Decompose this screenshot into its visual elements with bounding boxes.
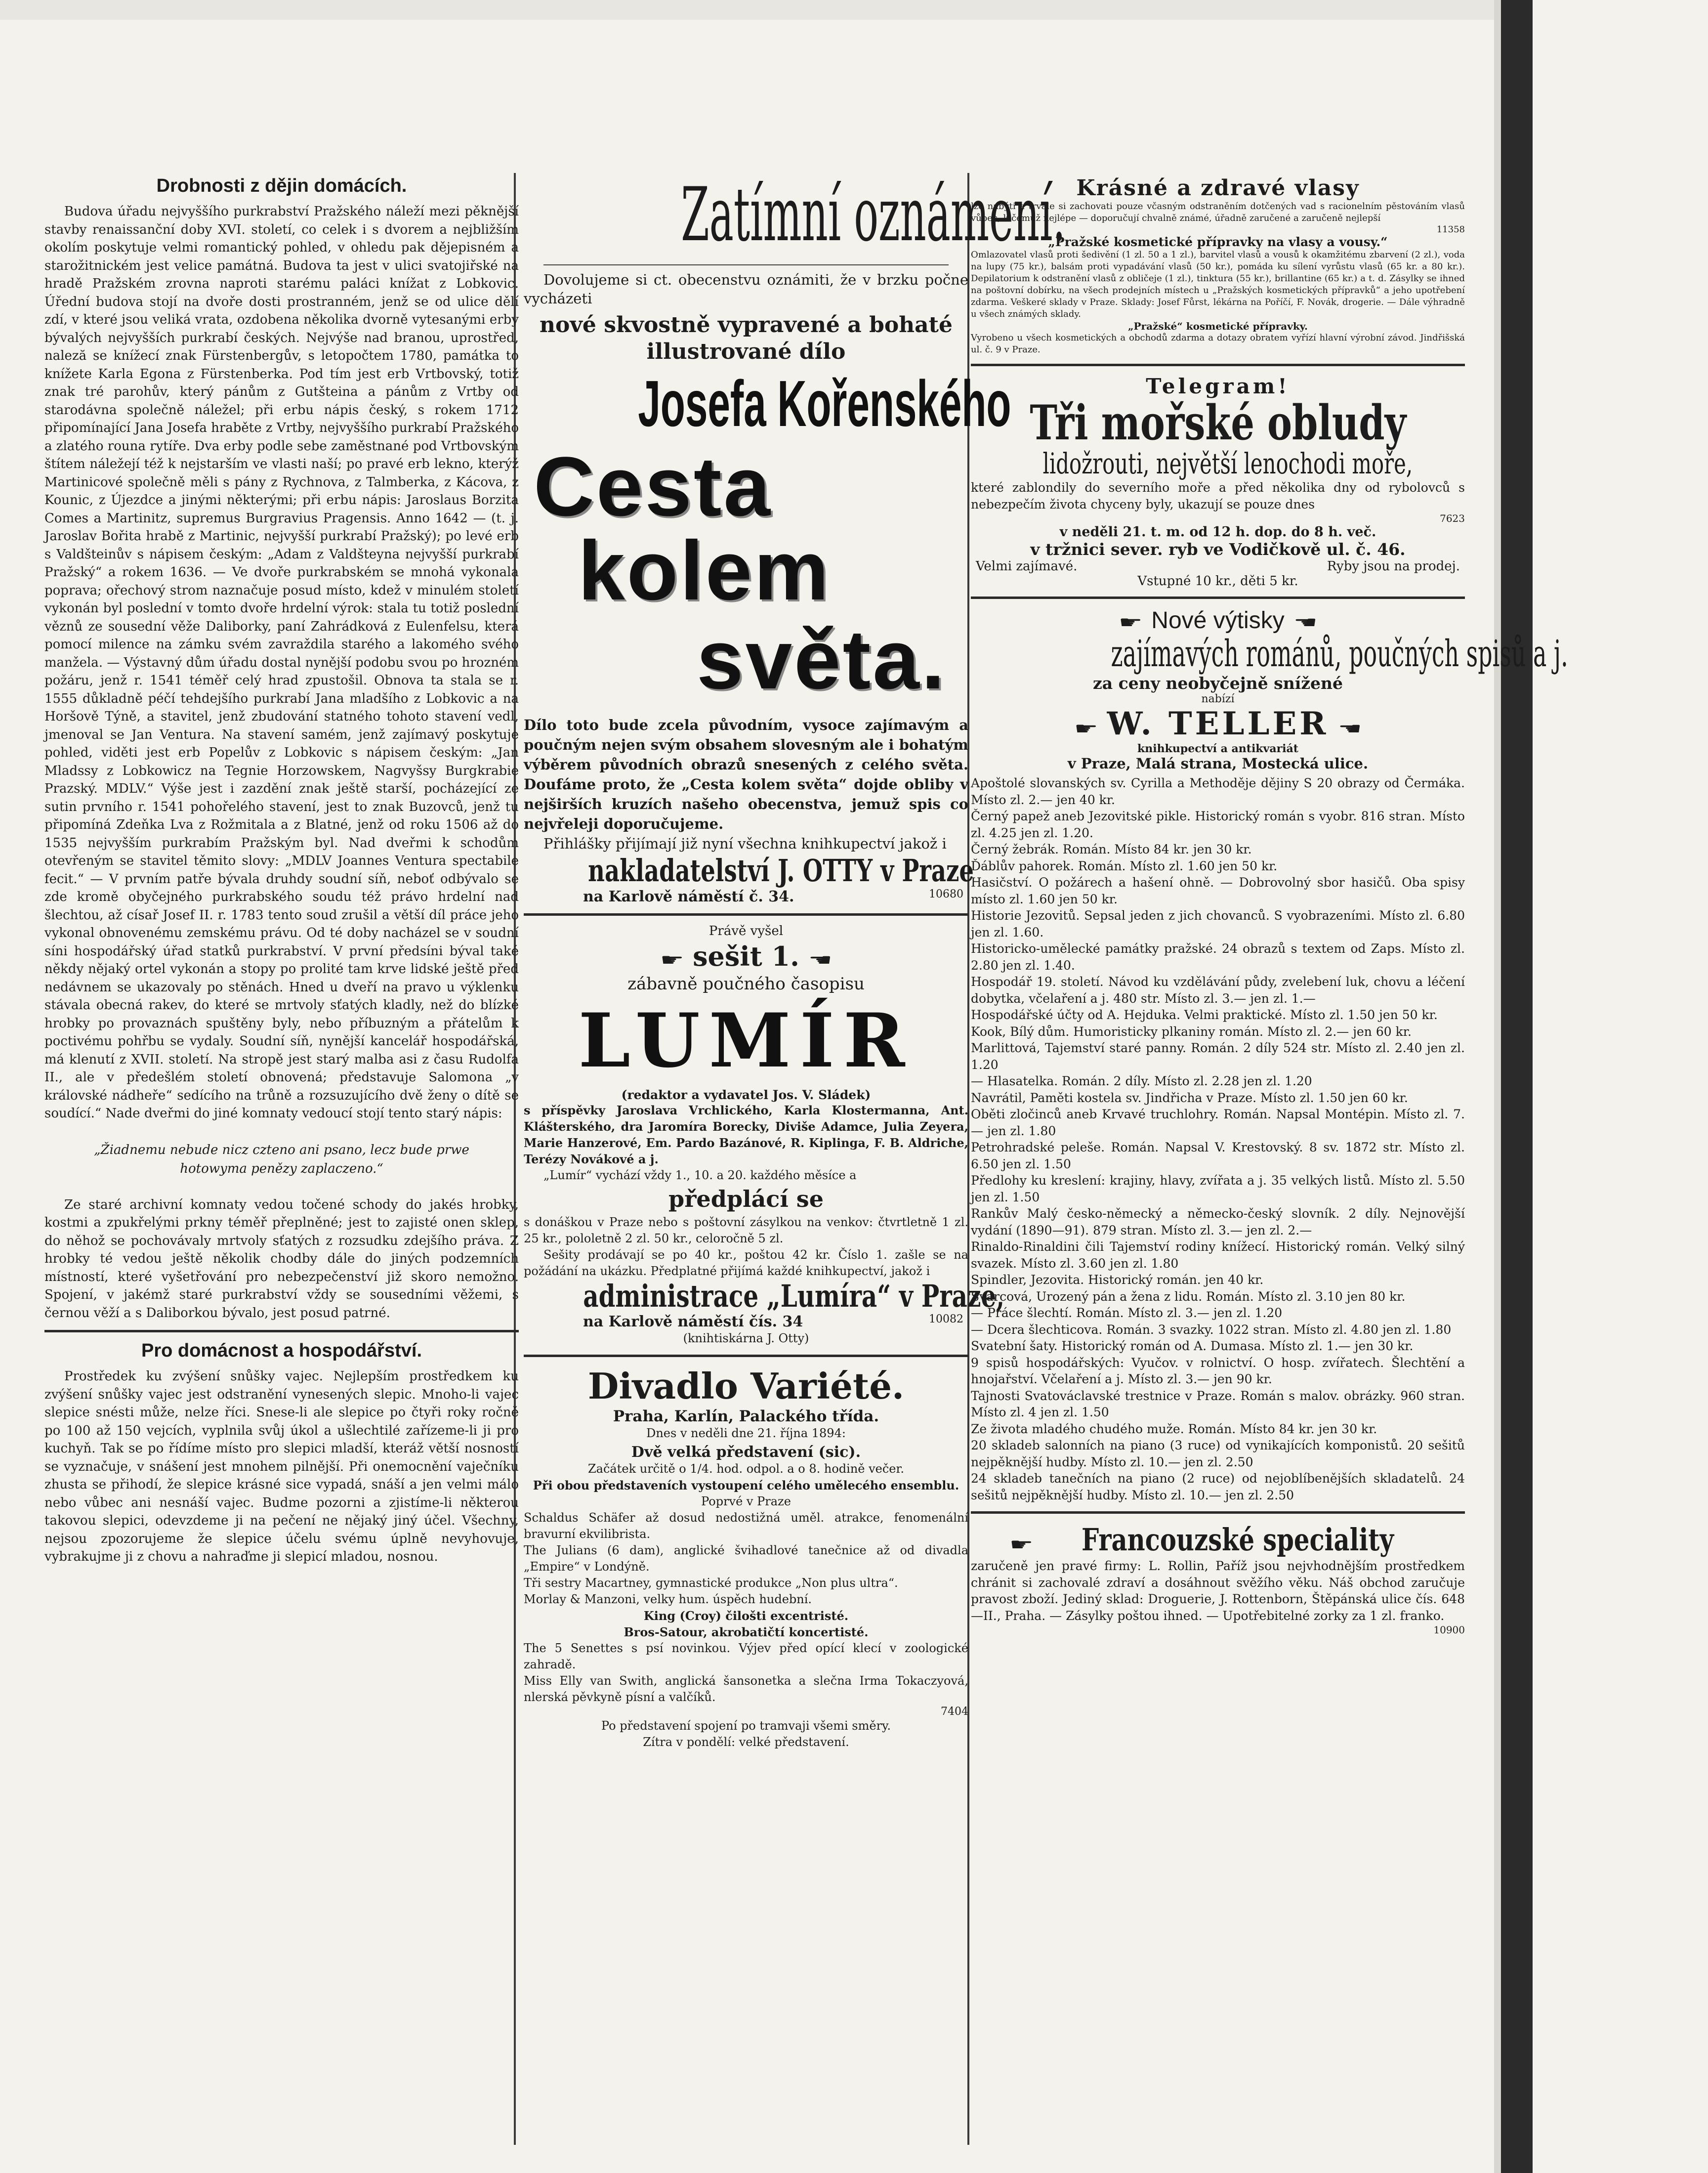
lidozrouti-wrap (971, 448, 1465, 479)
lumir-editor: (redaktor a vydavatel Jos. V. Sládek) (621, 1088, 871, 1102)
book-item: 20 skladeb salonních na piano (3 ruce) od vynikajících komponistů. 20 sešitů nejpěknější hudby. Místo zl. 10.— jen zl. 2.50 (971, 1438, 1465, 1469)
book-item: Ze života mladého chudého muže. Román. Místo 84 kr. jen 30 kr. (971, 1421, 1377, 1436)
book-item: — Dcera šlechticova. Román. 3 svazky. 1022 stran. Místo zl. 4.80 jen zl. 1.80 (971, 1322, 1452, 1337)
divadlo-item: Poprvé v Praze (701, 1494, 791, 1508)
publisher-address: na Karlově náměstí č. 34. (583, 888, 794, 905)
book-item: Apoštolé slovanských sv. Cyrilla a Methoděje dějiny S 20 obrazy od Čermáka. Místo zl. 2.— jen 40 kr. (971, 776, 1465, 807)
divadlo-item: Schaldus Schäfer až dosud nedostižná uměl. atrakce, fenomenální bravurní ekvilibrista. (524, 1511, 968, 1541)
article-paragraph: Ze staré archivní komnaty vedou točené schody do jakés hrobky, kostmi a zpukřelými prkny téměř přeplněné; jest to zajisté onen sklep, do něhož se pochovávaly mrtvoly sťatých z rozsudku zdejšího práva. Z hrobky té vedou ještě několik chodby dále do jiných podzemních místností, které vyšetřování pro nebezpečenství již skoro nemožno. Spojení, v jakémž staré purkrabství vždy se sousedními věžemi, s černou věží a s Daliborkou bývalo, jest posud patrné. (44, 1197, 519, 1321)
pointing-hand-icon: ☚ (1293, 613, 1318, 633)
divadlo-end2: Zítra v pondělí: velké představení. (643, 1735, 849, 1749)
teller-sub: knihkupectví a antikvariát (1137, 742, 1298, 755)
book-item: Předlohy ku kreslení: krajiny, hlavy, zvířata a j. 35 velkých listů. Místo zl. 5.50 jen zl. 1.50 (971, 1173, 1465, 1204)
morske-zajimave: Velmi zajímavé. (976, 559, 1078, 574)
book-item: — Hlasatelka. Román. 2 díly. Místo zl. 2.28 jen zl. 1.20 (971, 1074, 1312, 1088)
publisher-wrap (524, 852, 974, 889)
book-item: Rankův Malý česko-německý a německo-český slovník. 2 díly. Nejnovější vydání (1890—91). 879 stran. Místo zl. 3.— jen zl. 2.— (971, 1206, 1465, 1237)
teller-address: v Praze, Malá strana, Mostecká ulice. (1067, 755, 1369, 772)
book-item: Hospodářské účty od A. Hejduka. Velmi praktické. Místo zl. 1.50 jen 50 kr. (971, 1008, 1438, 1022)
author-wrap (524, 367, 1011, 440)
francouzske-speciality-title: Francouzské speciality (1081, 1522, 1394, 1558)
book-item: Černý papež aneb Jezovitské pikle. Historický román s vyobr. 816 stran. Místo zl. 4.25 jen zl. 1.20. (971, 809, 1465, 840)
big-word-sveta: světa. (697, 613, 947, 707)
book-item: — Práce šlechtí. Román. Místo zl. 3.— jen zl. 1.20 (971, 1306, 1283, 1320)
morske-info-row (971, 559, 1465, 574)
old-inscription-quote: „Žiadnemu nebude nicz czteno ani psano, lecz bude prwe hotowyma penězy zaplaczeno.“ (94, 1142, 469, 1176)
divadlo-item: Bros-Satour, akrobatičtí koncertisté. (624, 1625, 869, 1639)
lumir-sub: zábavně poučného časopisu (627, 974, 865, 994)
page-top-margin (0, 0, 1533, 20)
section-divider (971, 597, 1465, 599)
lumir-sesit: sešit 1. (693, 940, 799, 972)
big-word-cesta: Cesta (534, 440, 773, 534)
scan-border (1501, 0, 1533, 2173)
divadlo-item: The 5 Senettes s psí novinkou. Výjev před opící klecí v zoologické zahradě. (524, 1641, 968, 1671)
ad-number: 11358 (1436, 224, 1465, 235)
column-history (44, 175, 519, 2147)
divadlo-date: Dnes v neděli dne 21. října 1894: (646, 1426, 846, 1440)
divadlo-item: Miss Elly van Swith, anglická šansonetka a slečna Irma Tokaczyová, nlerská pěvkyně písní a valčíků. (524, 1674, 968, 1704)
section-divider (971, 364, 1465, 366)
divadlo-item: Začátek určitě o 1/4. hod. odpol. a o 8. hodině večer. (588, 1462, 904, 1476)
vlasy-title: Krásné a zdravé vlasy (1076, 175, 1360, 201)
zatimni-title-wrap (524, 172, 1066, 259)
section-divider (524, 913, 968, 916)
column-ads-right (971, 175, 1568, 2147)
book-item: Petrohradské peleše. Román. Napsal V. Krestovský. 8 sv. 1872 str. Místo zl. 6.50 jen zl. 1.50 (971, 1140, 1465, 1171)
divadlo-item: Při obou představeních vystoupení celého umělecého ensemblu. (533, 1478, 959, 1492)
big-word-kolem: kolem (578, 524, 831, 618)
pointing-hand-icon: ☛ (660, 950, 684, 970)
book-item: Ďáblův pahorek. Román. Místo zl. 1.60 jen 50 kr. (971, 858, 1278, 873)
publisher-address-row (524, 888, 968, 905)
divadlo-place: Praha, Karlín, Palackého třída. (613, 1407, 879, 1425)
divadlo-item: Tři sestry Macartney, gymnastické produkce „Non plus ultra“. (524, 1576, 898, 1590)
book-item: Rinaldo-Rinaldini čili Tajemství rodiny knížecí. Historický román. Velký silný svazek. Místo zl. 3.60 jen zl. 1.80 (971, 1239, 1465, 1271)
book-item: Svarcová, Urozený pán a žena z lidu. Román. Místo zl. 3.10 jen 80 kr. (971, 1289, 1406, 1304)
vytisky-row (971, 607, 1465, 634)
nabizi: nabízí (1201, 693, 1235, 705)
book-item: Kook, Bílý dům. Humoristicky plkaniny román. Místo zl. 2.— jen 60 kr. (971, 1024, 1412, 1039)
lumir-title: LUMÍR (578, 997, 914, 1084)
vlasy-end: Vyrobeno u všech kosmetických a obchodů zdarma a dotazy obratem vyřízí hlavní výrobní závod. Jindřišská ul. č. 9 v Praze. (971, 333, 1465, 355)
francouzske-row (971, 1522, 1465, 1558)
pointing-hand-icon: ☛ (1118, 613, 1143, 633)
morske-obludy-title: Tři mořské obludy (1030, 395, 1406, 451)
teller-name: W. TELLER (1107, 705, 1329, 742)
morske-time: v neděli 21. t. m. od 12 h. dop. do 8 h. več. (1059, 524, 1376, 540)
publisher-name: nakladatelství J. OTTY v Praze (588, 852, 974, 889)
pointing-hand-icon: ☛ (1074, 719, 1098, 739)
morske-place: v tržnici sever. ryb ve Vodičkově ul. č. 46. (1030, 540, 1406, 559)
cesta-subscribe: Přihlášky přijímají již nyní všechna knihkupectví jakož i (543, 835, 947, 852)
divadlo-item: King (Croy) čilošti excentristé. (643, 1609, 849, 1623)
book-item: 24 skladeb tanečních na piano (2 ruce) od nejoblíbenějších skladatelů. 24 sešitů nejpěknější hudby. Místo zl. 10.— jen zl. 2.50 (971, 1471, 1465, 1502)
divadlo-item: Dvě velká představení (sic). (631, 1444, 861, 1461)
pointing-hand-icon: ☚ (808, 950, 833, 970)
book-item: Tajnosti Svatováclavské trestnice v Praze. Román s malov. obrázky. 960 stran. Místo zl. 4 jen zl. 1.50 (971, 1388, 1465, 1419)
teller-row (971, 705, 1465, 742)
pointing-hand-icon: ☚ (1337, 719, 1362, 739)
book-item: 9 spisů hospodářských: Vyučov. v rolnictví. O hosp. zvířatech. Šlechtění a hnojařství. Včelaření a j. Místo zl. 3.— jen 90 kr. (971, 1355, 1465, 1386)
book-list (971, 775, 1465, 1503)
lumir-contributors: s příspěvky Jaroslava Vrchlického, Karla Klostermanna, Ant. Klášterského, dra Jaromíra Borecky, Diviše Adamce, Julia Zeyera, Marie Hanzerové, Em. Pardo Bazánové, R. Kiplinga, F. B. Aldriche, Terézy Novákové a j. (524, 1103, 968, 1166)
predplaci-se: předplácí se (668, 1186, 824, 1212)
lidozrouti-line: lidožrouti, největší lenochodi moře, (1042, 447, 1413, 480)
francouzske-text: zaručeně jen pravé firmy: L. Rollin, Paříž jsou nejvhodnějším prostředkem chránit si zachovalé zdraví a dosáhnout svěžího věku. Náš obchod zaručuje pravost zboží. Jediný sklad: Droguerie, J. Rottenborn, Štěpánská ulice čís. 648—II., Praha. — Zásylky poštou ihned. — Upotřebitelné zorky za 1 zl. franko. (971, 1559, 1465, 1623)
lumir-price2: Sešity prodávají se po 40 kr., poštou 42 kr. Číslo 1. zašle se na požádání na ukázku. Předplatné přijímá každé knihkupectví, jakož i (524, 1248, 968, 1278)
author-name: Josefa Kořenského (638, 367, 1011, 440)
cesta-description: Dílo toto bude zcela původním, vysoce zajímavým a poučným nejen svým obsahem slovesným ale i bohatým výběrem původních obrazů snesených z celého světa. Doufáme proto, že „Cesta kolem světa“ dojde obliby v nejširších kruzích našeho obecenstva, jemuž spis co nejvřeleji doporučujeme. (524, 717, 968, 832)
vlasy-product: „Pražské kosmetické přípravky na vlasy a vousy.“ (1048, 235, 1388, 249)
telegram-heading: Telegram! (1146, 374, 1290, 398)
article-paragraph: Prostředek ku zvýšení snůšky vajec. Nejlepším prostředkem ku zvýšení snůšky vajec jest odstranění vynesených slepic. Mnoho-li vajec slepice snésti může, nelze říci. Snese-li ale slepice po čtyři roky ročně po 100 až 150 vejcích, vyplnila svůj úkol a ušlechtilé zařízeme-li ji pro kuchyň. Tak se po řídíme místo pro slepici mladší, kteráž větší nosností se vyznačuje, v snášení jest mnohem pilnější. Při onemocnění vaječníku zhusta se přihodí, že slepice krásné sice vypadá, snáší a jen velmi málo nebo vůbec ani nesnáší vajec. Budme pozorni a zjistíme-li některou takovou slepici, odevzdeme ji na pečení ne nějaký jiný účel. Všechny, nejsou zpozorujeme že slepice účelu svému úplně nevyhovuje, vybrakujme ji z chovu a nahraďme ji slepicí mladou, nosnou. (44, 1369, 519, 1564)
section-divider (971, 1511, 1465, 1514)
article-paragraph: Budova úřadu nejvyššího purkrabství Pražského náleží mezi pěknější stavby renaissanční doby XVI. století, co celek i s dvorem a nejbližším okolím poskytuje velmi romantický pohled, v ohledu pak dějepisném a starožitnickém jest velice památná. Budova ta jest v ulici svatojiřské na hradě Pražském zrovna naproti starému paláci knížat z Lobkovic. Úřední budova stojí na dvoře dosti prostranném, jenž se od ulice dělí zdí, v které jsou veliká vrata, ozdobena několika dvorně vytesanými erby bývalých nejvyšších purkrabí českých. Nejvýše nad branou, uprostřed, naleză se knížecí znak Fürstenbergův, s letopočtem 1780, památka to knížete Karla Egona z Fürstenberka. Pod tím jest erb Vrtbovský, totiž znak tré parohův, který pánům z Gutšteina a pánům z Vrtby od starodávna společně náležel; při erbu nápis český, s rokem 1712 připomínající Jana Josefa hraběte z Vrtby, nejvyššího purkrabí Pražského a zlatého rouna rytíře. Dva erby podle sebe zaměstnané pod Vrtbovským štítem náležejí též k nejstarším ve vlasti naší; po pravé erb lekno, kterýž Martinicové společně měli s pány z Rychnova, z Talmberka, z Kácova, z Kounic, z Újezdce a jinými některými; při erbu nápis: Jaroslaus Borzita Comes a Martinitz, supremus Burgravius Pragensis. Anno 1642 — (t. j. Jaroslav Bořita hrabě z Martinic, nejvyšší purkrabí Pražský); po levé erb s Valdšteinův s nápisem českým: „Adam z Valdšteyna nejvyšší purkrabí Pražský“ a rokem 1636. — Ve dvoře purkrabském se mnohá vykonala poprava; ořechový strom naznačuje posud místo, kdež v minulém století vykonán byl poslední v tomto dvoře hrdelní výrok: stala tu totiž poslední věznů ze sousední věže Daliborky, paní Zahrádková z Eulenfelsu, která pomocí milence na zámku svém zavraždila starého a lakomého svého manžela. — Výstavný dům úřadu dostal nynější podobu svou po hrozném požáru, jenž r. 1541 téměř celý hrad zpustošil. Obnova ta stala se r. 1555 důkladně péčí tehdejšího purkrabí Jana mladšího z Lobkovic a na Horšově Týně, a stavitel, jenž zbudování statného tohoto stavení vedl, jmenoval se Jan Ventura. Na stavení samém, jenž zajímavý poskytuje pohled, viděti jest erb Popelův z Lobkovic s nápisem českým: „Jan Mladssy z Lobkowicz na Tegnie Horzowskem, Nagvyšsy Burgkrabie Prazský. MDLV.“ Výše jest i zazdění znak ještě starší, pocházející ze sutin prvního r. 1541 pohořelého stavení, jest to znak Buzovců, jenž tu připomíná Zdeňka Lva z Rožmitala a z Blatné, jenž od roku 1506 až do 1535 nejvyšším purkrabím Pražským byl. Nad dveřmi k schodům otevřeným se stavitel těmito slovy: „MDLV Joannes Ventura spectabile fecit.“ — V prvním patře bývala druhdy soudní síň, neboť odbývalo se zde kromě obyčejného purkrabského soudu též právo hrdelní nad šlechtou, až císař Josef II. r. 1783 tento soud zrušil a větší díl práce jeho vykonal obnovenému zemskému právu. Od té doby nacházel se v soudní síni hospodářský úřad statků purkrabství. V první předsíni býval také někdy nějaký ortel vykonán a stopy po prolité tam krve lidské ještě před nedávnem se ukazovaly po stěnách. Hned u dveří na pravo u výklenku stávala obecná rakev, do které se mrtvoly sťatých kladly, než do blízké hrobky po provaznách spuštěny byly, nebo příbuzným a přátelům k poctivému pohřbu se vydaly. Soudní síň, nynější kancelář hospodářská, má klenutí z XVII. století. Na stropě jest starý malba asi z času Rudolfa II., ale v předešlém století obnovená; představuje Salomona „v královské nádheře“ sedícího na trůně a rozsuzujícího dvě ženy o dítě se soudící.“ Nade dveřmi do jiné komnaty vedoucí stojí tento starý nápis: (44, 204, 519, 1121)
vlasy-product2: „Pražské“ kosmetické přípravky. (1128, 320, 1308, 332)
morske-price: Vstupné 10 kr., děti 5 kr. (1137, 574, 1298, 589)
divadlo-item: Morlay & Manzoni, velky hum. úspěch hudební. (524, 1592, 812, 1606)
admin-sub: (knihtiskárna J. Otty) (683, 1331, 809, 1345)
lumir-administrace: administrace „Lumíra“ v Praze, (583, 1278, 1005, 1314)
book-item: Marlittová, Tajemství staré panny. Román. 2 díly 524 str. Místo zl. 2.40 jen zl. 1.20 (971, 1041, 1465, 1072)
book-item: Historicko-umělecké památky pražské. 24 obrazů s textem od Zaps. Místo zl. 2.80 jen zl. 1.40. (971, 941, 1465, 973)
vytisky-romanu: zajímavých románů, poučných spisů a j. (1111, 633, 1568, 675)
sesit-row (524, 940, 968, 972)
ad-number: 7623 (1440, 512, 1465, 524)
section-divider (44, 1330, 519, 1332)
zatimni-oznameni-title: Zatímní oznámení. (681, 172, 1066, 258)
ad-number: 10082 (929, 1313, 963, 1325)
lumir-frequency: „Lumír“ vychází vždy 1., 10. a 20. každého měsíce a (543, 1168, 857, 1182)
book-item: Svatební šaty. Historický román od A. Dumasa. Místo zl. 1.— jen 30 kr. (971, 1339, 1414, 1353)
section-divider (524, 1355, 968, 1357)
book-item: Hospodář 19. století. Návod ku vzdělávání půdy, zvelebení luk, chovu a léčení dobytka, včelaření a j. 480 str. Místo zl. 3.— jen zl. 1.— (971, 975, 1465, 1006)
admin-address: na Karlově náměstí čís. 34 (583, 1313, 803, 1330)
ad-number: 7404 (941, 1705, 968, 1718)
admin-address-row (524, 1313, 968, 1330)
cesta-kolem-sveta-logo (524, 438, 968, 715)
morske-wrap (971, 395, 1465, 451)
pointing-hand-icon: ☛ (1009, 1535, 1034, 1555)
book-item: Historie Jezovitů. Sepsal jeden z jich chovanců. S vyobrazeními. Místo zl. 6.80 jen zl. 1.60. (971, 908, 1465, 939)
book-item: Navrátil, Paměti kostela sv. Jindřicha v Praze. Místo zl. 1.50 jen 60 kr. (971, 1090, 1408, 1105)
morske-ryby: Ryby jsou na prodej. (1327, 559, 1460, 574)
book-item: Černý žebrák. Román. Místo 84 kr. jen 30 kr. (971, 842, 1252, 856)
lumir-price: s donáškou v Praze nebo s poštovní zásylkou na venkov: čtvrtletně 1 zl. 25 kr., pololetně 2 zl. 50 kr., celoročně 5 zl. (524, 1215, 968, 1245)
page-edge-shadow (1494, 0, 1501, 2173)
vlasy-text: lze nabýti a trvale si zachovati pouze včasným odstraněním dotčených vad s racionelním pěstováním vlasů vůbec, k čemuž nejlépe — doporučují chvalně známé, úřadně zaručené a zaručeně nejlepší (971, 201, 1465, 223)
zatimni-headline: nové skvostně vypravené a bohaté illustrované dílo (540, 312, 953, 364)
morske-text: které zablondily do severního moře a před několika dny od rybolovců s nebezpečím života chyceny byly, ukazují se pouze dnes (971, 480, 1465, 511)
book-item: Spindler, Jezovita. Historický román. jen 40 kr. (971, 1273, 1264, 1287)
heading-domacnost: Pro domácnost a hospodářství. (141, 1340, 422, 1361)
nove-vytisky: Nové výtisky (1151, 607, 1285, 634)
book-item: Oběti zločinců aneb Krvavé truchlohry. Román. Napsal Montépin. Místo zl. 7.— jen zl. 1.80 (971, 1107, 1465, 1138)
heading-drobnosti: Drobnosti z dějin domácích. (156, 175, 407, 196)
book-item: Hasičství. O požárech a hašení ohně. — Dobrovolný sbor hasičů. Oba spisy místo zl. 1.60 jen 50 kr. (971, 875, 1465, 906)
ad-number: 10900 (1433, 1624, 1465, 1636)
admin-wrap (524, 1278, 1005, 1314)
vlasy-body: Omlazovatel vlasů proti šedivění (1 zl. 50 a 1 zl.), barvitel vlasů a vousů k okamžitému zbarvení (2 zl.), voda na lupy (75 kr.), balsám proti vypadávání vlasů (50 kr.), pomáda ku sílení vyrůstu vlasů (65 kr. a 80 kr.). Depilatorium k odstranění vlasů z obličeje (1 zl.), tinktura (55 kr.), brillantine (65 kr.) a t. d. Zásylky se ihned na poštovní dobírku, na všech prodejních místech u „Pražských kosmetických přípravků“ a jeho upotřebení zdarma. Veškeré sklady v Praze. Sklady: Josef Fůrst, lékárna na Poříčí, F. Novák, drogerie. — Dále výhradně u všech známých sklady. (971, 250, 1465, 319)
ornament-rule (543, 264, 949, 265)
divadlo-end: Po představení spojení po tramvaji všemi směry. (601, 1719, 891, 1733)
zatimni-intro: Dovolujeme si ct. obecenstvu oznámiti, že v brzku počne vycházeti (524, 271, 968, 307)
ad-number: 10680 (929, 888, 963, 900)
divadlo-variete-title: Divadlo Variété. (587, 1365, 905, 1407)
vytisky2-wrap (971, 633, 1568, 675)
lumir-pre: Právě vyšel (708, 924, 784, 938)
vytisky-ceny: za ceny neobyčejně snížené (1093, 674, 1343, 693)
divadlo-item: The Julians (6 dam), anglické švihadlové tanečnice až od divadla „Empire“ v Londýně. (524, 1543, 968, 1574)
